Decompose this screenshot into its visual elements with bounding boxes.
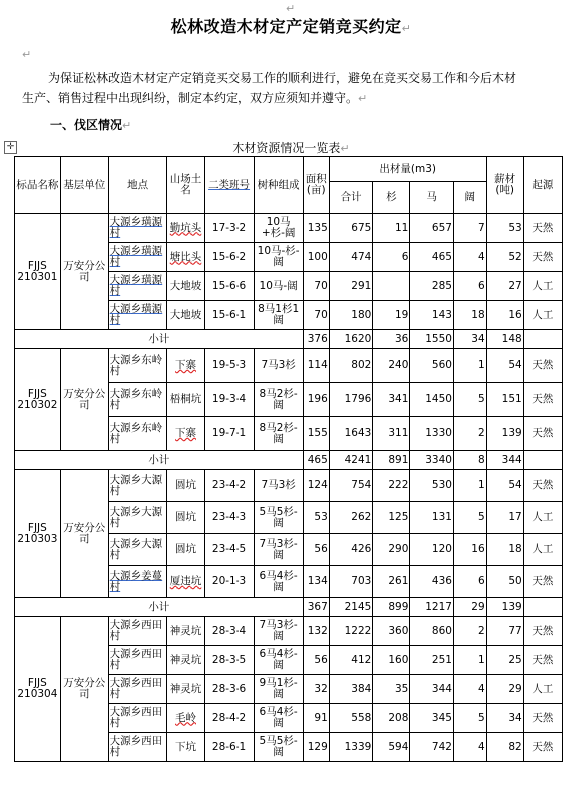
origin-cell: 人工 (523, 502, 562, 534)
place-cell: 大源乡大源村 (108, 502, 167, 534)
species-cell: 5马5杉-阔 (254, 502, 303, 534)
header-volume: 出材量(m3) (329, 157, 486, 182)
kuo-cell: 5 (453, 704, 486, 733)
origin-cell: 天然 (523, 617, 562, 646)
lot-cell: FJJS 210302 (15, 349, 61, 451)
origin-cell: 天然 (523, 383, 562, 417)
ma-cell: 560 (410, 349, 454, 383)
species-cell: 8马2杉-阔 (254, 383, 303, 417)
shan-cell: 11 (373, 214, 410, 243)
place-cell: 大源乡东岭村 (108, 417, 167, 451)
origin-cell: 天然 (523, 646, 562, 675)
subtotal-total: 2145 (329, 598, 373, 617)
origin-cell: 天然 (523, 243, 562, 272)
subtotal-firewood: 148 (486, 330, 523, 349)
header-species: 树种组成 (254, 157, 303, 214)
subtotal-kuo: 29 (453, 598, 486, 617)
firewood-cell: 54 (486, 470, 523, 502)
sub-cell: 15-6-6 (204, 272, 254, 301)
place-cell: 大源乡大源村 (108, 534, 167, 566)
section-heading: 一、伐区情况↵ (50, 118, 132, 132)
total-cell: 1339 (329, 733, 373, 762)
hill-cell: 下寨 (167, 349, 204, 383)
hill-cell: 圆坑 (167, 534, 204, 566)
kuo-cell: 16 (453, 534, 486, 566)
lot-cell: FJJS 210301 (15, 214, 61, 330)
kuo-cell: 18 (453, 301, 486, 330)
sub-cell: 28-3-4 (204, 617, 254, 646)
area-cell: 56 (303, 534, 329, 566)
firewood-cell: 54 (486, 349, 523, 383)
kuo-cell: 6 (453, 566, 486, 598)
species-cell: 7马3杉-阔 (254, 617, 303, 646)
sub-cell: 19-3-4 (204, 383, 254, 417)
firewood-cell: 18 (486, 534, 523, 566)
unit-cell: 万安分公司 (60, 214, 108, 330)
firewood-cell: 151 (486, 383, 523, 417)
firewood-cell: 16 (486, 301, 523, 330)
move-anchor-icon[interactable]: ✛ (4, 141, 17, 154)
subtotal-area: 367 (303, 598, 329, 617)
hill-cell: 神灵坑 (167, 675, 204, 704)
origin-cell: 人工 (523, 301, 562, 330)
sub-cell: 28-3-6 (204, 675, 254, 704)
ma-cell: 657 (410, 214, 454, 243)
total-cell: 474 (329, 243, 373, 272)
paragraph-mark: ↵ (22, 48, 32, 61)
intro-paragraph: 为保证松林改造木材定产定销竞买交易工作的顺利进行，避免在竞买交易工作和今后木材 生产、销售过程中出现纠纷，制定本约定，双方应须知并遵守。↵ (22, 71, 517, 105)
ma-cell: 251 (410, 646, 454, 675)
hill-cell: 圆坑 (167, 502, 204, 534)
firewood-cell: 29 (486, 675, 523, 704)
area-cell: 155 (303, 417, 329, 451)
lot-cell: FJJS 210303 (15, 470, 61, 598)
subtotal-total: 1620 (329, 330, 373, 349)
kuo-cell: 1 (453, 349, 486, 383)
subtotal-ma: 1217 (410, 598, 454, 617)
shan-cell: 35 (373, 675, 410, 704)
subtotal-kuo: 8 (453, 451, 486, 470)
subtotal-origin (523, 451, 562, 470)
origin-cell: 人工 (523, 675, 562, 704)
subtotal-ma: 1550 (410, 330, 454, 349)
kuo-cell: 4 (453, 675, 486, 704)
kuo-cell: 2 (453, 617, 486, 646)
sub-cell: 15-6-2 (204, 243, 254, 272)
total-cell: 1222 (329, 617, 373, 646)
firewood-cell: 25 (486, 646, 523, 675)
firewood-cell: 27 (486, 272, 523, 301)
firewood-cell: 50 (486, 566, 523, 598)
subtotal-ma: 3340 (410, 451, 454, 470)
species-cell: 5马5杉-阔 (254, 733, 303, 762)
kuo-cell: 4 (453, 243, 486, 272)
subtotal-firewood: 344 (486, 451, 523, 470)
species-cell: 6马4杉-阔 (254, 566, 303, 598)
ma-cell: 131 (410, 502, 454, 534)
species-cell: 10马-杉-阔 (254, 243, 303, 272)
area-cell: 100 (303, 243, 329, 272)
total-cell: 262 (329, 502, 373, 534)
sub-cell: 28-4-2 (204, 704, 254, 733)
area-cell: 70 (303, 272, 329, 301)
species-cell: 10马+杉-阔 (254, 214, 303, 243)
origin-cell: 天然 (523, 214, 562, 243)
origin-cell: 天然 (523, 349, 562, 383)
shan-cell: 125 (373, 502, 410, 534)
place-cell: 大源乡西田村 (108, 675, 167, 704)
subtotal-firewood: 139 (486, 598, 523, 617)
total-cell: 1796 (329, 383, 373, 417)
subtotal-label: 小计 (15, 451, 304, 470)
hill-cell: 下寨 (167, 417, 204, 451)
timber-resource-table (14, 156, 563, 762)
origin-cell: 人工 (523, 272, 562, 301)
kuo-cell: 5 (453, 502, 486, 534)
header-ma: 马 (410, 182, 454, 214)
hill-cell: 大地坡 (167, 301, 204, 330)
ma-cell: 742 (410, 733, 454, 762)
ma-cell: 436 (410, 566, 454, 598)
kuo-cell: 1 (453, 646, 486, 675)
ma-cell: 465 (410, 243, 454, 272)
place-cell: 大源乡西田村 (108, 617, 167, 646)
area-cell: 134 (303, 566, 329, 598)
shan-cell: 222 (373, 470, 410, 502)
place-cell: 大源乡东岭村 (108, 349, 167, 383)
subtotal-kuo: 34 (453, 330, 486, 349)
ma-cell: 530 (410, 470, 454, 502)
header-place: 地点 (108, 157, 167, 214)
kuo-cell: 1 (453, 470, 486, 502)
hill-cell: 塘比头 (167, 243, 204, 272)
species-cell: 8马2杉-阔 (254, 417, 303, 451)
origin-cell: 天然 (523, 470, 562, 502)
total-cell: 426 (329, 534, 373, 566)
unit-cell: 万安分公司 (60, 470, 108, 598)
shan-cell: 290 (373, 534, 410, 566)
sub-cell: 23-4-2 (204, 470, 254, 502)
place-cell: 大源乡西田村 (108, 646, 167, 675)
species-cell: 7马3杉-阔 (254, 534, 303, 566)
ma-cell: 344 (410, 675, 454, 704)
area-cell: 91 (303, 704, 329, 733)
place-cell: 大源乡璜源村 (108, 214, 167, 243)
place-cell: 大源乡西田村 (108, 704, 167, 733)
ma-cell: 345 (410, 704, 454, 733)
total-cell: 675 (329, 214, 373, 243)
area-cell: 70 (303, 301, 329, 330)
lot-cell: FJJS 210304 (15, 617, 61, 762)
shan-cell: 208 (373, 704, 410, 733)
shan-cell: 6 (373, 243, 410, 272)
place-cell: 大源乡璜源村 (108, 272, 167, 301)
sub-cell: 23-4-5 (204, 534, 254, 566)
species-cell: 9马1杉-阔 (254, 675, 303, 704)
shan-cell: 360 (373, 617, 410, 646)
place-cell: 大源乡西田村 (108, 733, 167, 762)
header-subcompartment: 二类班号 (204, 157, 254, 214)
sub-cell: 15-6-1 (204, 301, 254, 330)
header-unit: 基层单位 (60, 157, 108, 214)
sub-cell: 28-6-1 (204, 733, 254, 762)
paragraph-mark: ↵ (286, 2, 296, 15)
total-cell: 291 (329, 272, 373, 301)
hill-cell: 神灵坑 (167, 646, 204, 675)
kuo-cell: 4 (453, 733, 486, 762)
header-area: 面积(亩) (303, 157, 329, 214)
species-cell: 7马3杉 (254, 349, 303, 383)
subtotal-area: 465 (303, 451, 329, 470)
subtotal-origin (523, 330, 562, 349)
total-cell: 558 (329, 704, 373, 733)
shan-cell (373, 272, 410, 301)
place-cell: 大源乡璜源村 (108, 243, 167, 272)
place-cell: 大源乡璜源村 (108, 301, 167, 330)
subtotal-label: 小计 (15, 330, 304, 349)
place-cell: 大源乡姜蔓村 (108, 566, 167, 598)
shan-cell: 594 (373, 733, 410, 762)
kuo-cell: 6 (453, 272, 486, 301)
firewood-cell: 52 (486, 243, 523, 272)
hill-cell: 圆坑 (167, 470, 204, 502)
species-cell: 7马3杉 (254, 470, 303, 502)
species-cell: 8马1杉1阔 (254, 301, 303, 330)
header-lot: 标品名称 (15, 157, 61, 214)
sub-cell: 28-3-5 (204, 646, 254, 675)
header-total: 合计 (329, 182, 373, 214)
kuo-cell: 5 (453, 383, 486, 417)
total-cell: 1643 (329, 417, 373, 451)
origin-cell: 人工 (523, 534, 562, 566)
total-cell: 754 (329, 470, 373, 502)
area-cell: 129 (303, 733, 329, 762)
header-kuo: 阔 (453, 182, 486, 214)
subtotal-label: 小计 (15, 598, 304, 617)
origin-cell: 天然 (523, 417, 562, 451)
area-cell: 132 (303, 617, 329, 646)
kuo-cell: 7 (453, 214, 486, 243)
species-cell: 6马4杉-阔 (254, 704, 303, 733)
area-cell: 53 (303, 502, 329, 534)
hill-cell: 神灵坑 (167, 617, 204, 646)
total-cell: 180 (329, 301, 373, 330)
firewood-cell: 53 (486, 214, 523, 243)
shan-cell: 261 (373, 566, 410, 598)
area-cell: 32 (303, 675, 329, 704)
unit-cell: 万安分公司 (60, 617, 108, 762)
hill-cell: 厦违坑 (167, 566, 204, 598)
shan-cell: 311 (373, 417, 410, 451)
subtotal-shan: 36 (373, 330, 410, 349)
ma-cell: 1450 (410, 383, 454, 417)
sub-cell: 19-5-3 (204, 349, 254, 383)
total-cell: 384 (329, 675, 373, 704)
table-caption: 木材资源情况一览表↵ (232, 141, 350, 155)
firewood-cell: 139 (486, 417, 523, 451)
header-firewood: 薪材(吨) (486, 157, 523, 214)
ma-cell: 1330 (410, 417, 454, 451)
firewood-cell: 77 (486, 617, 523, 646)
ma-cell: 120 (410, 534, 454, 566)
origin-cell: 天然 (523, 704, 562, 733)
area-cell: 114 (303, 349, 329, 383)
subtotal-shan: 899 (373, 598, 410, 617)
hill-cell: 大地坡 (167, 272, 204, 301)
subtotal-shan: 891 (373, 451, 410, 470)
total-cell: 802 (329, 349, 373, 383)
area-cell: 56 (303, 646, 329, 675)
hill-cell: 下坑 (167, 733, 204, 762)
hill-cell: 勤坑头 (167, 214, 204, 243)
kuo-cell: 2 (453, 417, 486, 451)
sub-cell: 19-7-1 (204, 417, 254, 451)
shan-cell: 341 (373, 383, 410, 417)
area-cell: 124 (303, 470, 329, 502)
total-cell: 703 (329, 566, 373, 598)
firewood-cell: 17 (486, 502, 523, 534)
subtotal-total: 4241 (329, 451, 373, 470)
ma-cell: 143 (410, 301, 454, 330)
header-shan: 杉 (373, 182, 410, 214)
shan-cell: 19 (373, 301, 410, 330)
sub-cell: 20-1-3 (204, 566, 254, 598)
firewood-cell: 82 (486, 733, 523, 762)
hill-cell: 梧桐坑 (167, 383, 204, 417)
hill-cell: 毛岭 (167, 704, 204, 733)
subtotal-area: 376 (303, 330, 329, 349)
ma-cell: 285 (410, 272, 454, 301)
shan-cell: 160 (373, 646, 410, 675)
unit-cell: 万安分公司 (60, 349, 108, 451)
shan-cell: 240 (373, 349, 410, 383)
ma-cell: 860 (410, 617, 454, 646)
place-cell: 大源乡东岭村 (108, 383, 167, 417)
area-cell: 196 (303, 383, 329, 417)
species-cell: 6马4杉-阔 (254, 646, 303, 675)
species-cell: 10马-阔 (254, 272, 303, 301)
firewood-cell: 34 (486, 704, 523, 733)
origin-cell: 天然 (523, 733, 562, 762)
header-origin: 起源 (523, 157, 562, 214)
subtotal-origin (523, 598, 562, 617)
total-cell: 412 (329, 646, 373, 675)
area-cell: 135 (303, 214, 329, 243)
sub-cell: 23-4-3 (204, 502, 254, 534)
header-hill: 山场土名 (167, 157, 204, 214)
origin-cell: 天然 (523, 566, 562, 598)
place-cell: 大源乡大源村 (108, 470, 167, 502)
document-title: 松林改造木材定产定销竞买约定↵ (170, 17, 412, 36)
sub-cell: 17-3-2 (204, 214, 254, 243)
